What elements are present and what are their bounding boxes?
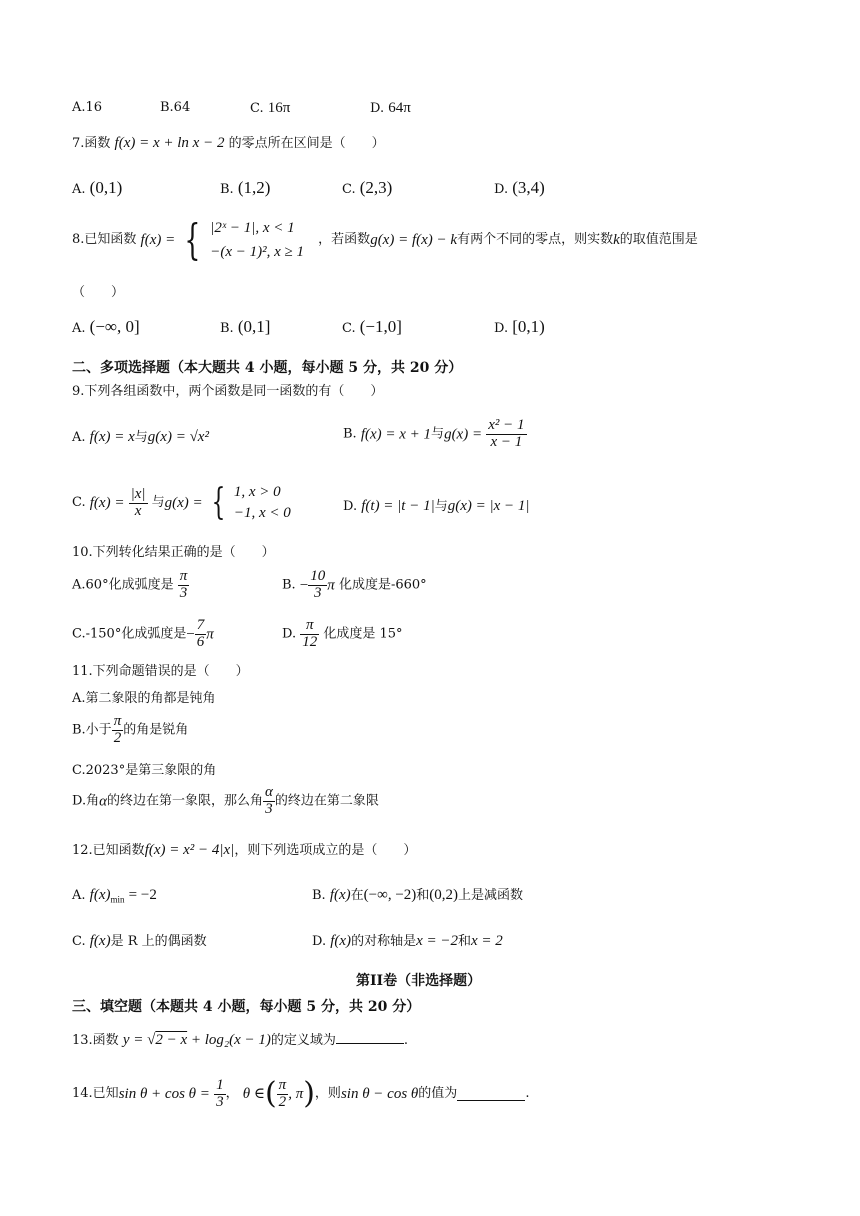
q12-option-b: B. f(x)在(−∞, −2)和(0,2)上是减函数 bbox=[312, 887, 524, 903]
q9-option-a: A. f(x) = x与g(x) = √x² bbox=[72, 429, 209, 445]
q11-option-d: D.角α的终边在第一象限，那么角 $\frac{\alpha}{3}$ 的终边在第二象限 bbox=[72, 784, 379, 817]
q6-option-c: C. 16π bbox=[250, 100, 291, 116]
q12-stem: 12.已知函数f(x) = x² − 4|x|，则下列选项成立的是（ ） bbox=[72, 842, 417, 858]
q7-option-a: A. (0,1) bbox=[72, 178, 123, 197]
q11-option-a: A.第二象限的角都是钝角 bbox=[72, 691, 216, 706]
q10-option-a: A.60°化成弧度是 $\frac{\pi}{3}$ bbox=[72, 568, 188, 601]
q8-option-c: C. (−1,0] bbox=[342, 317, 402, 336]
q13-stem: 13.函数 y = √2 − x + log₂(x − 1)的定义域为 . bbox=[72, 1032, 409, 1048]
q9-stem: 9.下列各组函数中，两个函数是同一函数的有（ ） bbox=[72, 384, 384, 399]
q7-option-d: D. (3,4) bbox=[494, 178, 545, 197]
q9-option-b: B. f(x) = x + 1与g(x) = $\frac{\text{x² − 1}}{x - 1}$ bbox=[343, 417, 525, 450]
q12-option-a: A. $f(x)_{min} = -2$ bbox=[72, 887, 157, 905]
section-2-heading: 二、多项选择题（本大题共 4 小题，每小题 5 分，共 20 分） bbox=[72, 360, 463, 376]
q8-piecewise: |2ˣ − 1|, x < 1 −(x − 1)², x ≥ 1 bbox=[210, 220, 305, 260]
q8-option-b: B. (0,1] bbox=[220, 317, 271, 336]
q6-option-d: D. 64π bbox=[370, 100, 411, 116]
q10-stem: 10.下列转化结果正确的是（ ） bbox=[72, 545, 275, 560]
q10-option-b: B. − $\frac{10}{3}$ π 化成度是-660° bbox=[282, 568, 427, 601]
q7-option-c: C. (2,3) bbox=[342, 178, 393, 197]
q8-option-d: D. [0,1) bbox=[494, 317, 545, 336]
q8-paren: （ ） bbox=[72, 285, 125, 300]
q11-option-b: B.小于 $\frac{\pi}{2}$ 的角是锐角 bbox=[72, 713, 189, 746]
q8-stem: 8.已知函数 f(x) = { |2ˣ − 1|, x < 1 −(x − 1)², x ≥ 1 ，若函数g(x) = f(x) − k有两个不同的零点，则实数k的取值范围是 bbox=[72, 215, 698, 264]
q13-answer-blank[interactable] bbox=[336, 1031, 404, 1044]
q6-option-b: B.64 bbox=[160, 100, 191, 115]
q10-option-c: C.-150°化成弧度是− $\frac{7}{6}$ π bbox=[72, 617, 214, 650]
q9-option-c: C. f(x) = $\frac{|x|}{x}$ 与g(x) = { 1, x > 0 −1, x < 0 bbox=[72, 482, 291, 523]
q9-option-d: D. f(t) = |t − 1|与g(x) = |x − 1| bbox=[343, 498, 530, 514]
q10-option-d: D. $\frac{\pi}{12}$ 化成度是 15° bbox=[282, 617, 403, 650]
q7-option-b: B. (1,2) bbox=[220, 178, 271, 197]
q11-option-c: C.2023°是第三象限的角 bbox=[72, 763, 217, 778]
q14-answer-blank[interactable] bbox=[457, 1088, 525, 1101]
q14-stem: 14.已知sin θ + cos θ = $\frac{1}{3}$ ， θ ∈( $\frac{\pi}{2}$ , π)，则sin θ − cos θ的值为 . bbox=[72, 1076, 530, 1111]
section-3-heading: 三、填空题（本题共 4 小题，每小题 5 分，共 20 分） bbox=[72, 999, 421, 1015]
part-2-heading: 第II卷（非选择题） bbox=[356, 973, 482, 989]
q6-option-a: A.16 bbox=[72, 100, 103, 115]
q8-option-a: A. (−∞, 0] bbox=[72, 317, 140, 336]
q12-option-c: C. f(x)是 R 上的偶函数 bbox=[72, 933, 207, 949]
q11-stem: 11.下列命题错误的是（ ） bbox=[72, 664, 249, 679]
q7-stem: 7.函数 f(x) = x + ln x − 2 的零点所在区间是（ ） bbox=[72, 135, 385, 151]
q12-option-d: D. f(x)的对称轴是x = −2和x = 2 bbox=[312, 933, 503, 949]
